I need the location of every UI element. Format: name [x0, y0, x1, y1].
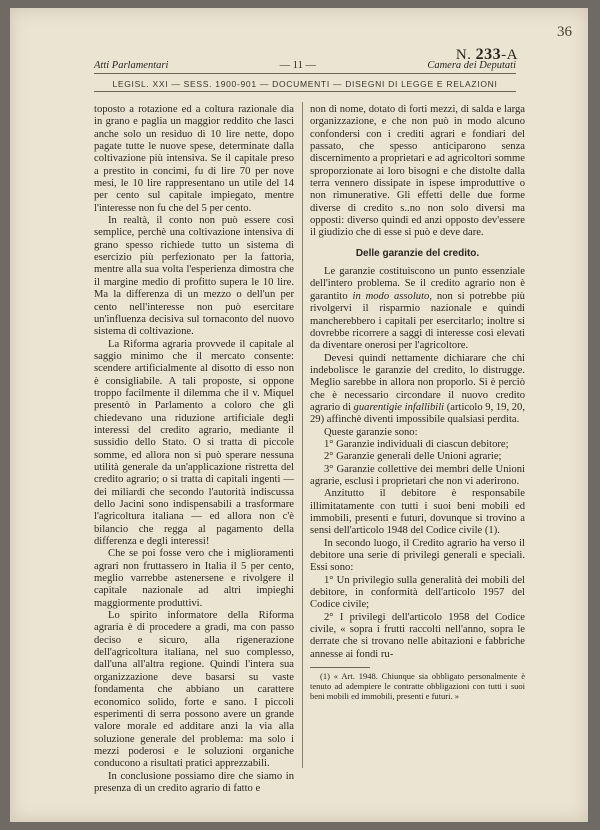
list-item: 3° Garanzie collettive dei membri delle Unioni agrarie, esclusi i proprietari che non vi aderirono.: [310, 463, 525, 487]
paragraph: toposto a rotazione ed a coltura razionale dia in grano e paglia un maggior reddito che lasci anche solo un residuo di 10 lire nette, dopo pagate tutte le nuove spese, determinate dalla coltivazione più intensiva. Se il capitale preso a prestito in concimi, fu di lire 70 per nove mesi, le 10 lire rappresentano un utile del 14 per cento sul capitale impiegato, mentre l'interesse non fu che del 5 per cento.: [94, 104, 294, 214]
paragraph: non di nome, dotato di forti mezzi, di salda e larga organizzazione, e che non può in modo alcuno confondersi con i crediti agrari e fondiari del passato, che spesso anticiparono senza discernimento a proprietari e ad agricoltori somme sproporzionate ai loro bisogni e che distolte dalla terra vennero dissipate in ispese improduttive o non rimunerative. Gli effetti delle due forme diverse di credito s..no non solo diversi ma opposti: diverso quindi ed anzi opposto dev'essere il giudizio che di esse si può e deve dare.: [310, 104, 525, 239]
list-item: 1° Garanzie individuali di ciascun debitore;: [324, 438, 509, 450]
text-run: Devesi quindi nettamente dichiarare che chi indebolisce le garanzie del credito, lo distrugge. Meglio sarebbe in allora non proporlo. Si è perciò che è necessario circondare il nuovo credito agrario di: [310, 352, 525, 413]
header-right: Camera dei Deputati: [427, 60, 516, 71]
italic-text: in modo assoluto: [352, 290, 430, 302]
paragraph: In realtà, il conto non può essere così semplice, perchè una coltivazione intensiva di grano spesso richiede tutto un sistema di esercizio più perfezionato per la fattoria, mentre alla sua volta l'esperienza dimostra che il margine medio di profitto supera le 10 lire. Ma la differenza di un mezzo o dell'un per cento nell'interesse non può esercitare un'influenza decisiva sul tornaconto del nuovo sistema di coltivazione.: [94, 215, 294, 338]
paragraph: [310, 266, 525, 352]
text-run: (articolo 9, 19, 20, 29) affinchè diventi impossibile qualsiasi perdita.: [310, 401, 526, 426]
document-page: [10, 8, 588, 822]
paragraph: Che se poi fosse vero che i miglioramenti agrari non fruttassero in Italia il 5 per cento, meglio varrebbe astenersene e rivolgere il capitale nazionale ad altri impieghi maggiormente produttivi.: [94, 548, 294, 609]
running-head: [94, 60, 516, 74]
left-column: [94, 104, 294, 795]
italic-text: guarentigie infallibili: [353, 401, 445, 413]
text-run: , non si potrebbe più rivolgervi il risparmio nazionale e quindi mancherebbero i capitali per esercitarlo; inoltre si dovrebbe ricorrere a saggi di interesse così elevati da diventare onerosi per l'agricoltore.: [310, 290, 525, 352]
paragraph: Lo spirito informatore della Riforma agraria è di procedere a gradi, ma con passo deciso e sicuro, alla rigenerazione dell'agricoltura italiana, nel suo complesso, dall'una all'altra regione. Quindi l'intera sua organizzazione deve basarsi su vaste fondamenta che abbiano un carattere economico solido, forte e sano. I piccoli esperimenti di serra possono avere un grande valore morale ed additare anzi la via alla soluzione generale del problema: ma solo i mezzi poderosi e le soluzioni organiche conducono a risultati pratici apprezzabili.: [94, 610, 294, 770]
header-left: Atti Parlamentari: [94, 60, 169, 71]
doc-number-prefix: N.: [455, 47, 472, 63]
list-item: 2° I privilegi dell'articolo 1958 del Codice civile, « sopra i frutti raccolti nell'anno, sopra le derrate che si trovano nelle abitazioni e fabbriche annesse ai fondi ru-: [310, 611, 525, 660]
page-number: 36: [557, 24, 572, 40]
list-item: 2° Garanzie generali delle Unioni agrarie;: [324, 451, 502, 463]
subheader: LEGISL. XXI — SESS. 1900-901 — DOCUMENTI — DISEGNI DI LEGGE E RELAZIONI: [94, 79, 516, 92]
paragraph: La Riforma agraria provvede il capitale al saggio minimo che il mercato consente: scendere artificialmente al disotto di esso non è consigliabile. A tali proposte, si oppone troppo facilmente il dilemma che il v. Miquel presentò in Parlamento a coloro che gli chiedevano una riduzione artificiale degli interessi del credito agrario, mediante il sussidio dello Stato. O si tratta di piccole somme, ed allora non si può sperare nessuna utilità generale da un'applicazione ristretta del credito agrario; o si tratta di capitali ingenti — dei miliardi che secondo l'autorità indiscussa dello Jacini sono indispensabili a trasformare l'agricoltura italiana — ed allora non c'è bilancio che regga al pagamento della differenza e degli interessi!: [94, 338, 294, 548]
paragraph: Anzitutto il debitore è responsabile illimitatamente con tutti i suoi beni mobili ed immobili, presenti e futuri, dovunque si trovino a sensi dell'articolo 1948 del Codice civile (1).: [310, 488, 525, 537]
text-run: Le garanzie costituiscono un punto essenziale dell'intero problema. Se il credito agrario non è garantito: [310, 266, 525, 302]
paragraph: Queste garanzie sono:: [324, 426, 418, 438]
paragraph: In secondo luogo, il Credito agrario ha verso il debitore una serie di privilegi generali e speciali. Essi sono:: [310, 537, 525, 574]
doc-number-value: 233: [475, 46, 502, 63]
paragraph: [310, 353, 525, 427]
list-item: 1° Un privilegio sulla generalità dei mobili del debitore, in conformità dell'articolo 1957 del Codice civile;: [310, 574, 525, 611]
doc-number-suffix: -A: [501, 47, 518, 63]
section-title: Delle garanzie del credito.: [355, 247, 480, 259]
paragraph: In conclusione possiamo dire che siamo in presenza di un credito agrario di fatto e: [94, 770, 294, 794]
footnote: (1) « Art. 1948. Chiunque sia obbligato personalmente è tenuto ad adempiere le contratte obbligazioni con tutti i suoi beni mobili ed immobili, presenti e futuri. »: [310, 671, 525, 702]
column-divider: [302, 102, 303, 768]
header-center: — 11 —: [279, 60, 317, 71]
footnote-rule: [310, 667, 370, 668]
right-column: [310, 104, 525, 701]
